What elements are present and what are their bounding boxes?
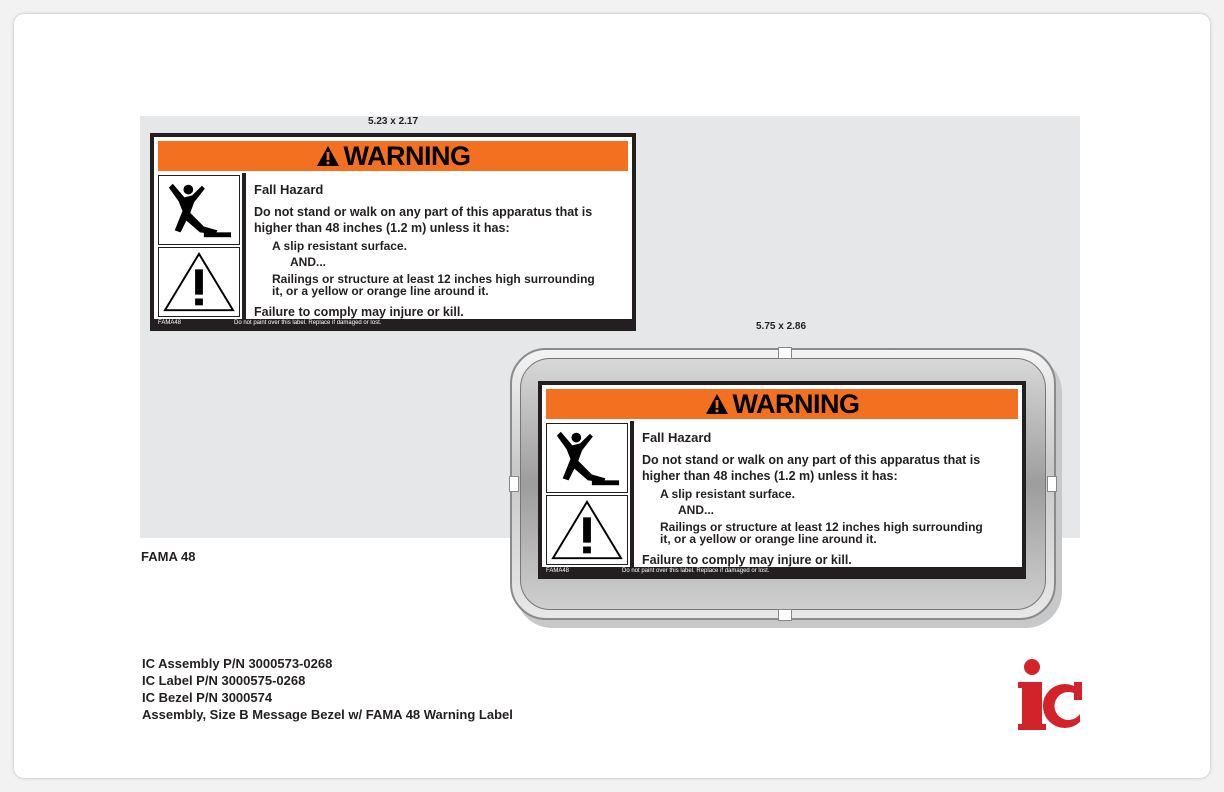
instruction-line-2: higher than 48 inches (1.2 m) unless it has: [254, 221, 510, 235]
requirement-1: A slip resistant surface. [272, 239, 407, 253]
instruction-line-1: Do not stand or walk on any part of this apparatus that is [254, 205, 593, 219]
requirement-2b: it, or a yellow or orange line around it. [660, 532, 877, 546]
footer-note: Do not paint over this label. Replace if damaged or lost. [234, 320, 382, 326]
bezel-notch-top [778, 347, 792, 359]
signal-word: WARNING [732, 388, 860, 419]
label-part-number: IC Label P/N 3000575-0268 [142, 673, 306, 688]
warning-banner [546, 389, 1018, 419]
footer-note: Do not paint over this label. Replace if damaged or lost. [622, 568, 770, 574]
fall-hazard-pictogram [546, 423, 628, 493]
and-text: AND... [290, 255, 326, 269]
divider [630, 421, 634, 569]
and-text: AND... [678, 503, 714, 517]
warning-label-large [538, 381, 1026, 579]
assembly-part-number: IC Assembly P/N 3000573-0268 [142, 656, 333, 671]
label-footer [154, 319, 632, 327]
warning-triangle-icon [316, 145, 340, 167]
requirement-1: A slip resistant surface. [660, 487, 795, 501]
consequence: Failure to comply may injure or kill. [254, 305, 464, 319]
warning-label-small [150, 133, 636, 331]
bezel-notch-bottom [778, 609, 792, 621]
requirement-2a: Railings or structure at least 12 inches high surrounding [272, 272, 595, 286]
hazard-title: Fall Hazard [254, 182, 324, 197]
bezel-notch-left [509, 476, 519, 492]
hazard-title: Fall Hazard [642, 430, 712, 445]
instruction-line-1: Do not stand or walk on any part of this apparatus that is [642, 453, 981, 467]
model-name: FAMA 48 [141, 549, 196, 564]
requirement-2b: it, or a yellow or orange line around it. [272, 284, 489, 298]
bezel-part-number: IC Bezel P/N 3000574 [142, 690, 273, 705]
ic-logo [1018, 656, 1084, 732]
warning-banner [158, 141, 628, 171]
consequence: Failure to comply may injure or kill. [642, 553, 852, 567]
exclamation-triangle-icon [546, 495, 628, 565]
small-label-dimension: 5.23 x 2.17 [368, 116, 419, 127]
bezel-notch-right [1047, 476, 1057, 492]
label-code: FAMA48 [546, 568, 570, 574]
fall-hazard-pictogram [158, 175, 240, 245]
label-footer [542, 567, 1022, 575]
large-label-dimension: 5.75 x 2.86 [756, 321, 807, 332]
divider [242, 173, 246, 321]
assembly-description: Assembly, Size B Message Bezel w/ FAMA 48 Warning Label [142, 707, 513, 722]
exclamation-triangle-icon [158, 247, 240, 317]
warning-triangle-icon [705, 393, 729, 415]
signal-word: WARNING [343, 140, 471, 171]
instruction-line-2: higher than 48 inches (1.2 m) unless it has: [642, 469, 898, 483]
requirement-2a: Railings or structure at least 12 inches high surrounding [660, 520, 983, 534]
label-code: FAMA48 [158, 320, 182, 326]
